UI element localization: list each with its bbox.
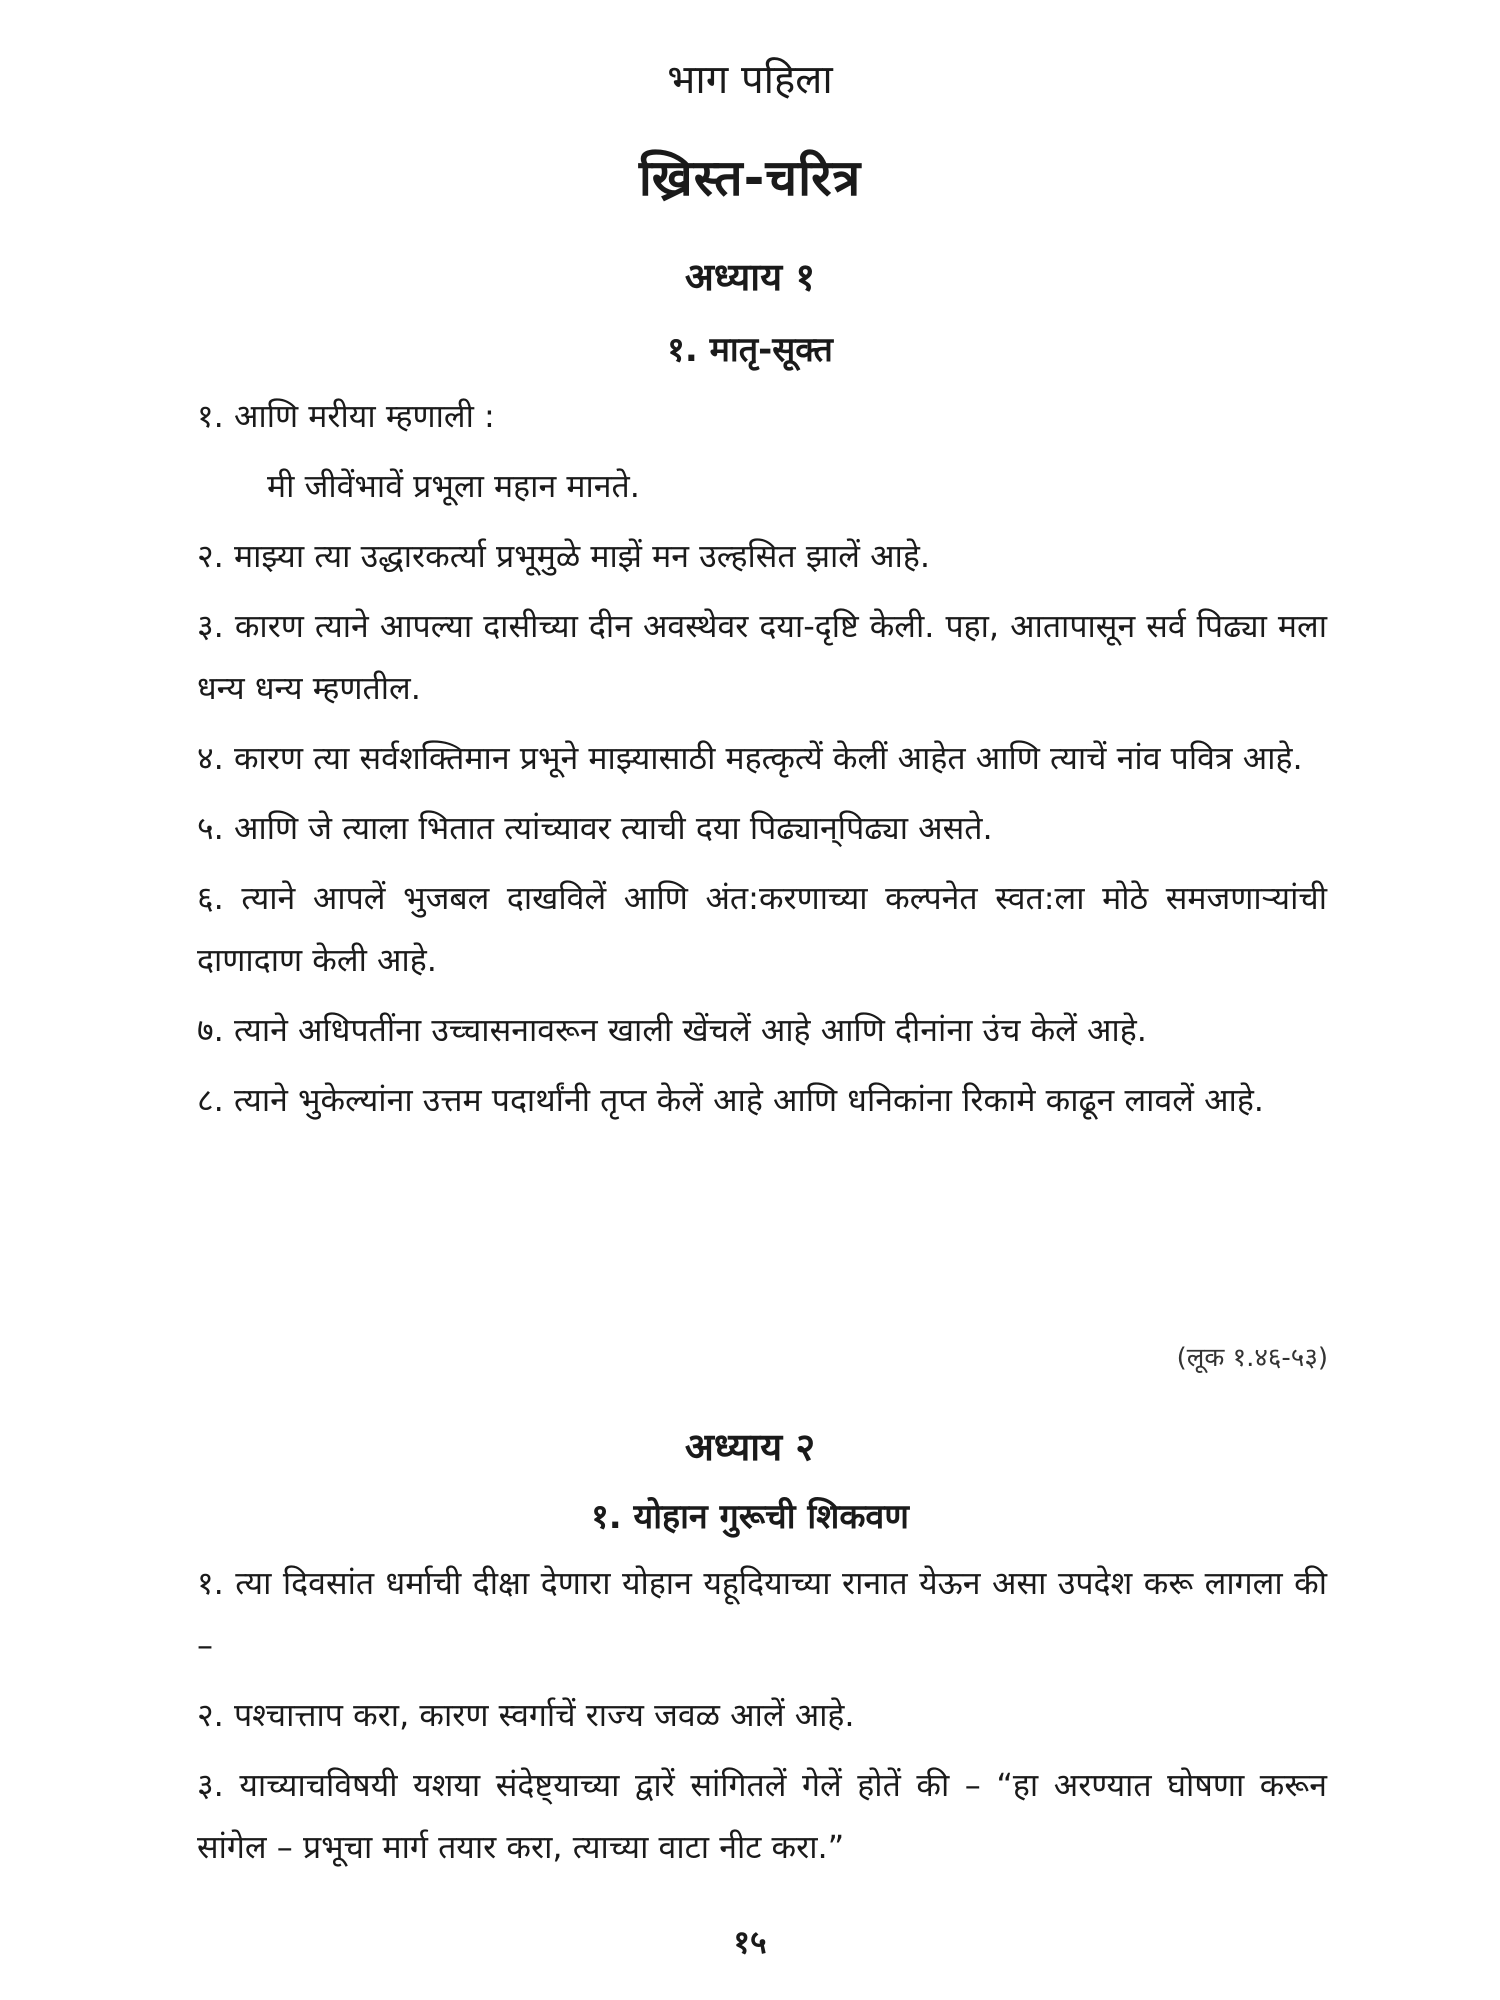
verse: ५. आणि जे त्याला भितात त्यांच्यावर त्याची दया पिढ्यान्‌पिढ्या असते. [197, 809, 993, 847]
verse: ४. कारण त्या सर्वशक्तिमान प्रभूने माझ्यासाठी महत्कृत्यें केलीं आहेत आणि त्याचें नांव पवित्र आहे. [197, 739, 1303, 777]
verse: २. पश्चात्ताप करा, कारण स्वर्गाचें राज्य जवळ आलें आहे. [197, 1696, 855, 1734]
chapter-2-verses [197, 1552, 1327, 1886]
verse: १. आणि मरीया म्हणाली : [197, 397, 495, 435]
chapter-1-heading: अध्याय १ [684, 255, 816, 299]
verse-continuation: मी जीवेंभावें प्रभूला महान मानते. [267, 467, 640, 505]
chapter-1-verses [197, 385, 1327, 1139]
chapter-2-section-title: १. योहान गुरूची शिकवण [591, 1497, 909, 1537]
verse: ७. त्याने अधिपतींना उच्चासनावरून खाली खेंचलें आहे आणि दीनांना उंच केलें आहे. [197, 1011, 1147, 1049]
verse: ६. त्याने आपलें भुजबल दाखविलें आणि अंत:करणाच्या कल्पनेत स्वत:ला मोठे समजणाऱ्यांची दाणादाण केली आहे. [197, 879, 1327, 979]
book-title: ख्रिस्त-चरित्र [638, 149, 862, 207]
verse: ८. त्याने भुकेल्यांना उत्तम पदार्थांनी तृप्त केलें आहे आणि धनिकांना रिकामे काढून लावलें आहे. [197, 1081, 1264, 1119]
scripture-reference: (लूक १.४६-५३) [1176, 1343, 1328, 1373]
verse: ३. याच्याचविषयी यशया संदेष्ट्याच्या द्वारें सांगितलें गेलें होतें की – “हा अरण्यात घोषणा करून सांगेल – प्रभूचा मार्ग तयार करा, त्याच्या वाटा नीट करा.” [197, 1766, 1327, 1866]
verse: ३. कारण त्याने आपल्या दासीच्या दीन अवस्थेवर दया-दृष्टि केली. पहा, आतापासून सर्व पिढ्या मला धन्य धन्य म्हणतील. [197, 607, 1327, 707]
part-title: भाग पहिला [667, 57, 833, 103]
chapter-2-heading: अध्याय २ [684, 1425, 816, 1469]
verse: १. त्या दिवसांत धर्माची दीक्षा देणारा योहान यहूदियाच्या रानात येऊन असा उपदेश करू लागला की – [197, 1564, 1327, 1664]
page-number: १५ [733, 1923, 767, 1961]
verse: २. माझ्या त्या उद्धारकर्त्या प्रभूमुळे माझें मन उल्हसित झालें आहे. [197, 537, 931, 575]
chapter-1-section-title: १. मातृ-सूक्त [667, 330, 833, 370]
